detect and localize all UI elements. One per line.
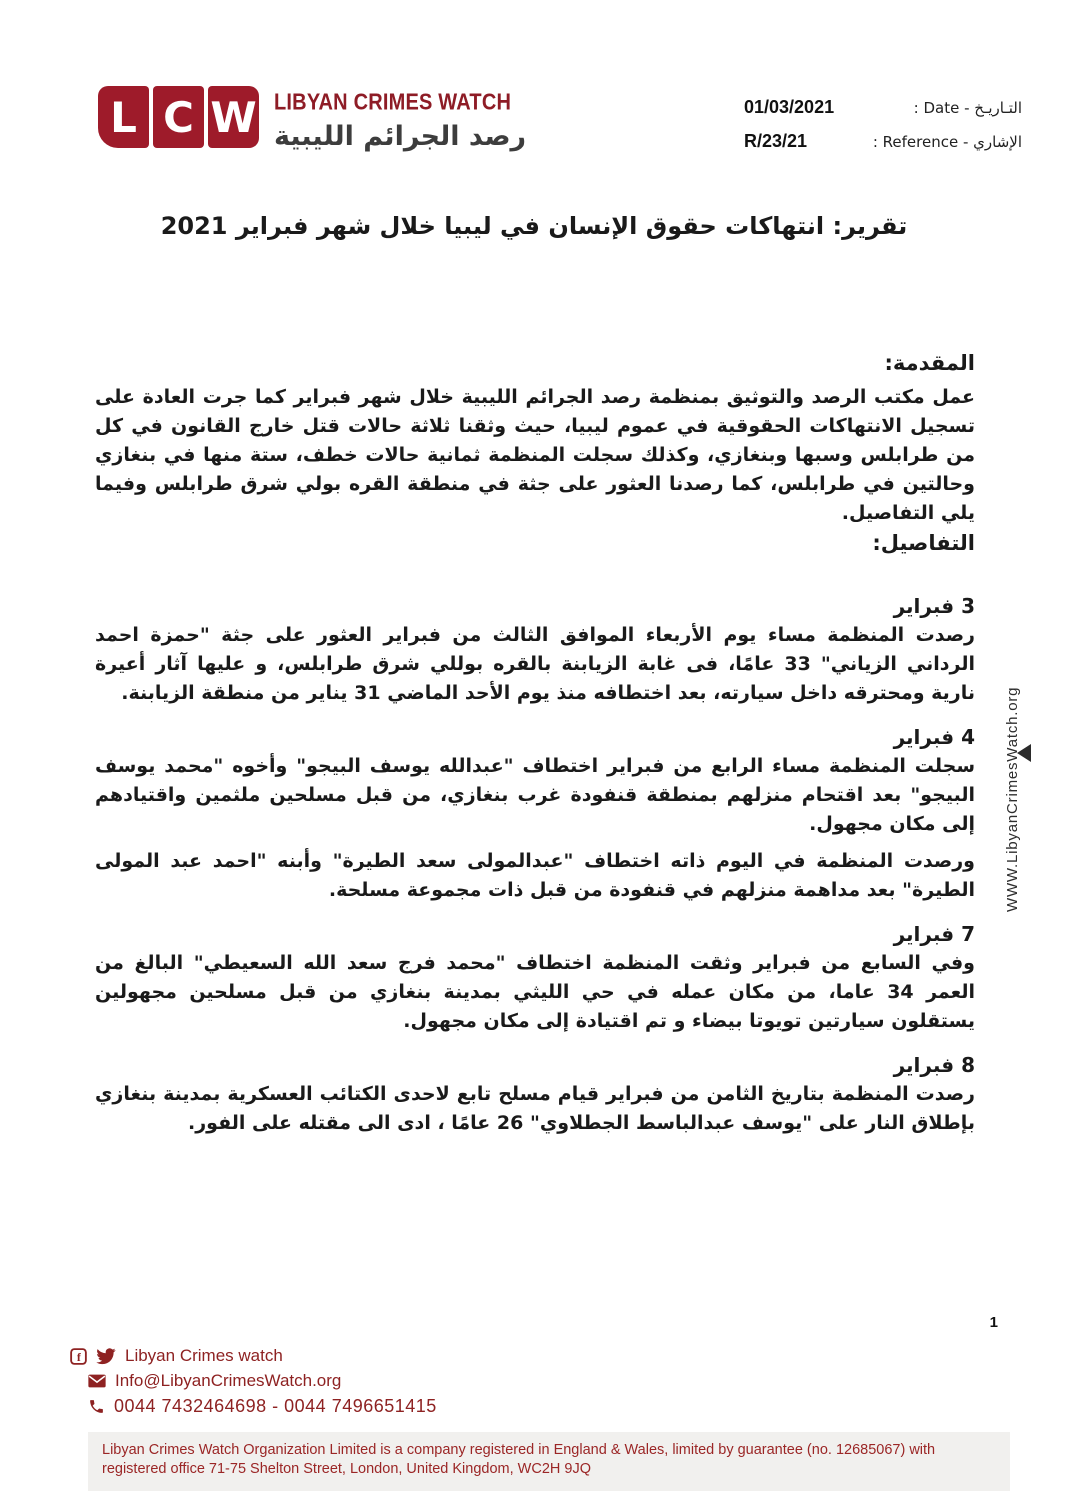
feb7-paragraph: وفي السابع من فبراير وثقت المنظمة اختطاف "محمد فرج سعد الله السعيطي" البالغ من العمر 34 عاما، من مكان عمله في حي الليثي بمدينة بنغازي من قبل مسلحين مجهولين يستقلون سيارتين تويوتا بيضاء و تم اقتيادة إلى مكان مجهول. xyxy=(95,952,975,1032)
contact-footer xyxy=(70,1346,437,1422)
twitter-icon xyxy=(96,1348,116,1365)
svg-text:f: f xyxy=(76,1349,81,1364)
reference-value: R/23/21 xyxy=(744,131,808,151)
org-name-ar: رصد الجرائم الليبية xyxy=(274,121,527,152)
logo-letter-c: C xyxy=(153,86,204,148)
feb3-heading: 3 فبراير xyxy=(893,594,975,618)
document-meta xyxy=(744,97,1022,165)
date-row xyxy=(744,97,1022,118)
social-row xyxy=(70,1346,437,1366)
phone-row xyxy=(70,1396,437,1417)
email-address: Info@LibyanCrimesWatch.org xyxy=(115,1371,342,1390)
phone-icon xyxy=(88,1398,105,1415)
page-number: 1 xyxy=(989,1314,998,1331)
org-name-en: LIBYAN CRIMES WATCH xyxy=(274,90,512,116)
feb4-paragraph-2: ورصدت المنظمة في اليوم ذاته اختطاف "عبدالمولى سعد الطيرة" وأبنه "احمد عبد المولى الطيرة" بعد مداهمة منزلهم في قنفودة من قبل ذات مجموعة مسلحة. xyxy=(95,850,975,901)
intro-paragraph: عمل مكتب الرصد والتوثيق بمنظمة رصد الجرائم الليبية خلال شهر فبراير كما جرت العادة على تسجيل الانتهاكات الحقوقية في عموم ليبيا، حيث وثقنا ثلاثة حالات قتل خارج القانون في كل من طرابلس وسبها وبنغازي، وكذلك سجلت المنظمة ثمانية حالات خطف، ستة منها في بنغازي وحالتين في طرابلس، كما رصدنا العثور على جثة في منطقة القره بولي شرق طرابلس وفيما يلي التفاصيل. xyxy=(95,386,975,524)
logo-letter-w: W xyxy=(208,86,259,148)
incident-feb3 xyxy=(95,591,975,708)
feb8-paragraph: رصدت المنظمة بتاريخ الثامن من فبراير قيام مسلح تابع لاحدى الكتائب العسكرية بمدينة بنغازي بإطلاق النار على "يوسف عبدالباسط الجطلاوي" 26 عامًا ، ادى الى مقتله على الفور. xyxy=(95,1083,975,1134)
details-heading: التفاصيل: xyxy=(872,531,975,555)
incident-feb8 xyxy=(95,1050,975,1138)
reference-label: الإشاري - Reference : xyxy=(872,133,1022,151)
incident-feb7 xyxy=(95,919,975,1036)
lcw-logo xyxy=(98,86,259,148)
phone-numbers: 0044 7432464698 - 0044 7496651415 xyxy=(114,1396,437,1416)
feb8-heading: 8 فبراير xyxy=(893,1053,975,1077)
feb7-heading: 7 فبراير xyxy=(893,922,975,946)
feb4-heading: 4 فبراير xyxy=(893,725,975,749)
email-row xyxy=(70,1371,437,1391)
date-label: التـاريـخ - Date : xyxy=(913,99,1022,117)
website-url-vertical: WWW.LibyanCrimesWatch.org xyxy=(1004,686,1021,912)
feb4-paragraph-1: سجلت المنظمة مساء الرابع من فبراير اختطاف "عبدالله يوسف البيجو" وأخوه "محمد يوسف البيجو" بعد اقتحام منزلهم بمنطقة قنفودة غرب بنغازي، من قبل مسلحين ملثمين واقتيادهم إلى مكان مجهول. xyxy=(95,755,975,835)
report-title: تقرير: انتهاكات حقوق الإنسان في ليبيا خلال شهر فبراير 2021 xyxy=(160,212,908,240)
facebook-icon xyxy=(70,1348,87,1365)
legal-registration-text: Libyan Crimes Watch Organization Limited is a company registered in England & Wales, limited by guarantee (no. 12685067) with registered office 71-75 Shelton Street, London, United Kingdom, WC2H 9JQ xyxy=(88,1432,1010,1491)
email-icon xyxy=(88,1374,106,1388)
incident-feb4 xyxy=(95,722,975,905)
report-body xyxy=(95,348,975,1138)
intro-heading: المقدمة: xyxy=(884,351,975,375)
social-account-name: Libyan Crimes watch xyxy=(125,1346,283,1365)
left-triangle-marker-icon xyxy=(1017,744,1031,762)
feb3-paragraph: رصدت المنظمة مساء يوم الأربعاء الموافق الثالث من فبراير العثور على جثة "حمزة احمد الرداني الزياني" 33 عامًا، فى غابة الزيابنة بالقره بوللي شرق طرابلس، و عليها آثار أعيرة نارية ومحترقه داخل سيارته، بعد اختطافه منذ يوم الأحد الماضي 31 يناير من منطقة الزيابنة. xyxy=(95,624,976,704)
org-brand xyxy=(274,86,526,152)
date-value: 01/03/2021 xyxy=(744,97,835,117)
reference-row xyxy=(744,131,1022,152)
logo-letter-l: L xyxy=(98,86,149,148)
